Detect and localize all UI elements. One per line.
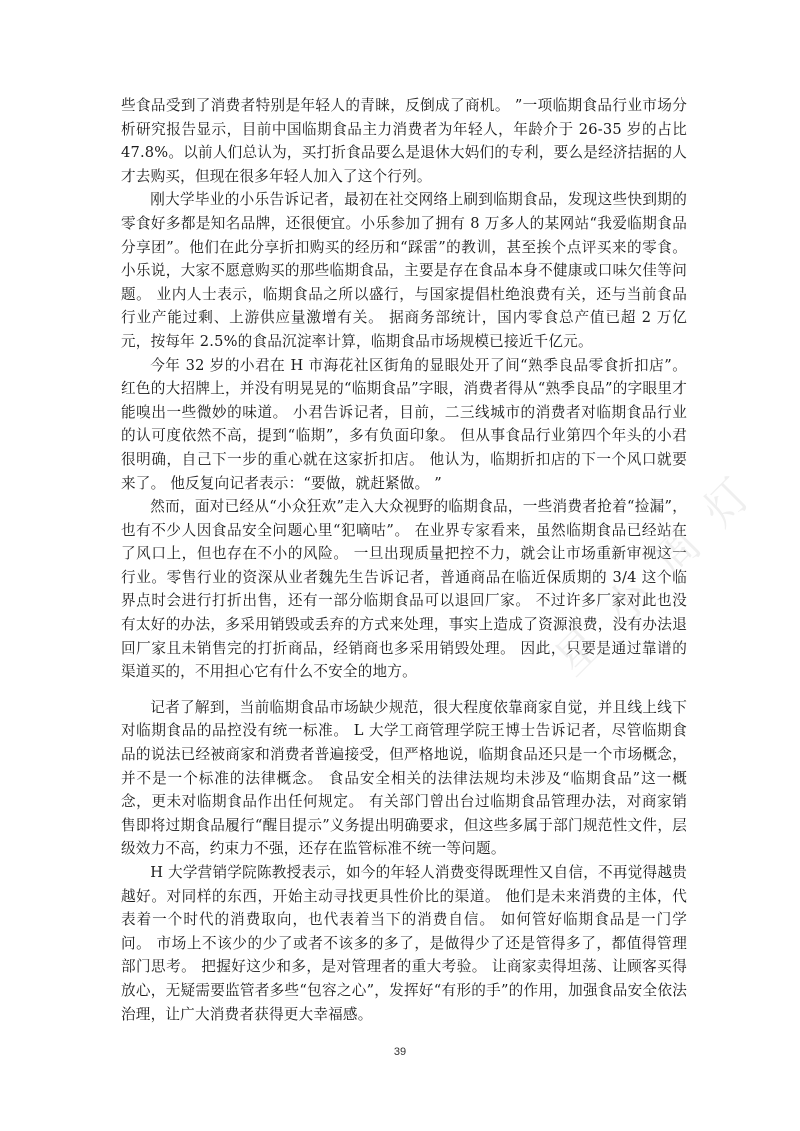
paragraph-1: 些食品受到了消费者特别是年轻人的青睐，反倒成了商机。 ”一项临期食品行业市场分析研究报告显示，目前中国临期食品主力消费者为年轻人，年龄介于 26-35 岁的占比 47.8%。以前人们总认为，买打折食品要么是退休大妈们的专利，要么是经济拮据的人才去购买，但现在很多年轻人加入了这个行列。 (121, 97, 687, 185)
article-body (121, 94, 687, 1026)
paragraph-5: 记者了解到，当前临期食品市场缺少规范，很大程度依靠商家自觉，并且线上线下对临期食品的品控没有统一标准。 L 大学工商管理学院王博士告诉记者，尽管临期食品的说法已经被商家和消费者普遍接受，但严格地说，临期食品还只是一个市场概念，并不是一个标准的法律概念。 食品安全相关的法律法规均未涉及“临期食品”这一概念，更未对临期食品作出任何规定。 有关部门曾出台过临期食品管理办法，对商家销售即将过期食品履行“醒目提示”义务提出明确要求，但这些多属于部门规范性文件，层级效力不高，约束力不强，还存在监管标准不统一等问题。 (121, 698, 687, 858)
paragraph-4: 然而，面对已经从“小众狂欢”走入大众视野的临期食品，一些消费者抢着“捡漏”，也有不少人因食品安全问题心里“犯嘀咕”。 在业界专家看来，虽然临期食品已经站在了风口上，但也存在不小的风险。 一旦出现质量把控不力，就会让市场重新审视这一行业。零售行业的资深从业者魏先生告诉记者，普通商品在临近保质期的 3/4 这个临界点时会进行打折出售，还有一部分临期食品可以退回厂家。 不过许多厂家对此也没有太好的办法，多采用销毁或丢弃的方式来处理，事实上造成了资源浪费，没有办法退回厂家且未销售完的打折商品，经销商也多采用销毁处理。 因此，只要是通过靠谱的渠道买的，不用担心它有什么不安全的地方。 (121, 498, 687, 681)
paragraph-3: 今年 32 岁的小君在 H 市海花社区街角的显眼处开了间“熟季良品零食折扣店”。 红色的大招牌上，并没有明晃晃的“临期食品”字眼，消费者得从“熟季良品”的字眼里才能嗅出一些微妙的味道。 小君告诉记者，目前，二三线城市的消费者对临期食品行业的认可度依然不高，提到“临期”，多有负面印象。 但从事食品行业第四个年头的小君很明确，自己下一步的重心就在这家折扣店。 他认为，临期折扣店的下一个风口就要来了。 他反复向记者表示：“要做，就赶紧做。 ” (121, 356, 687, 492)
paragraph-2: 刚大学毕业的小乐告诉记者，最初在社交网络上刷到临期食品，发现这些快到期的零食好多都是知名品牌，还很便宜。小乐参加了拥有 8 万多人的某网站“我爱临期食品分享团”。他们在此分享折扣购买的经历和“踩雷”的教训，甚至挨个点评买来的零食。 小乐说，大家不愿意购买的那些临期食品，主要是存在食品本身不健康或口味欠佳等问题。 业内人士表示，临期食品之所以盛行，与国家提倡杜绝浪费有关，还与当前食品行业产能过剩、上游供应量激增有关。 据商务部统计，国内零食总产值已超 2 万亿元，按每年 2.5%的食品沉淀率计算，临期食品市场规模已接近千亿元。 (121, 191, 687, 350)
page-number: 39 (393, 1046, 407, 1058)
watermark: 星 小 周 灯 (545, 465, 766, 686)
paragraph-6: H 大学营销学院陈教授表示，如今的年轻人消费变得既理性又自信，不再觉得越贵越好。对同样的东西，开始主动寻找更具性价比的渠道。 他们是未来消费的主体，代表着一个时代的消费取向，也代表着当下的消费自信。 如何管好临期食品是一门学问。 市场上不该少的少了或者不该多的多了，是做得少了还是管得多了，都值得管理部门思考。 把握好这少和多，是对管理者的重大考验。 让商家卖得坦荡、让顾客买得放心，无疑需要监管者多些“包容之心”，发挥好“有形的手”的作用，加强食品安全依法治理，让广大消费者获得更大幸福感。 (121, 864, 687, 1023)
